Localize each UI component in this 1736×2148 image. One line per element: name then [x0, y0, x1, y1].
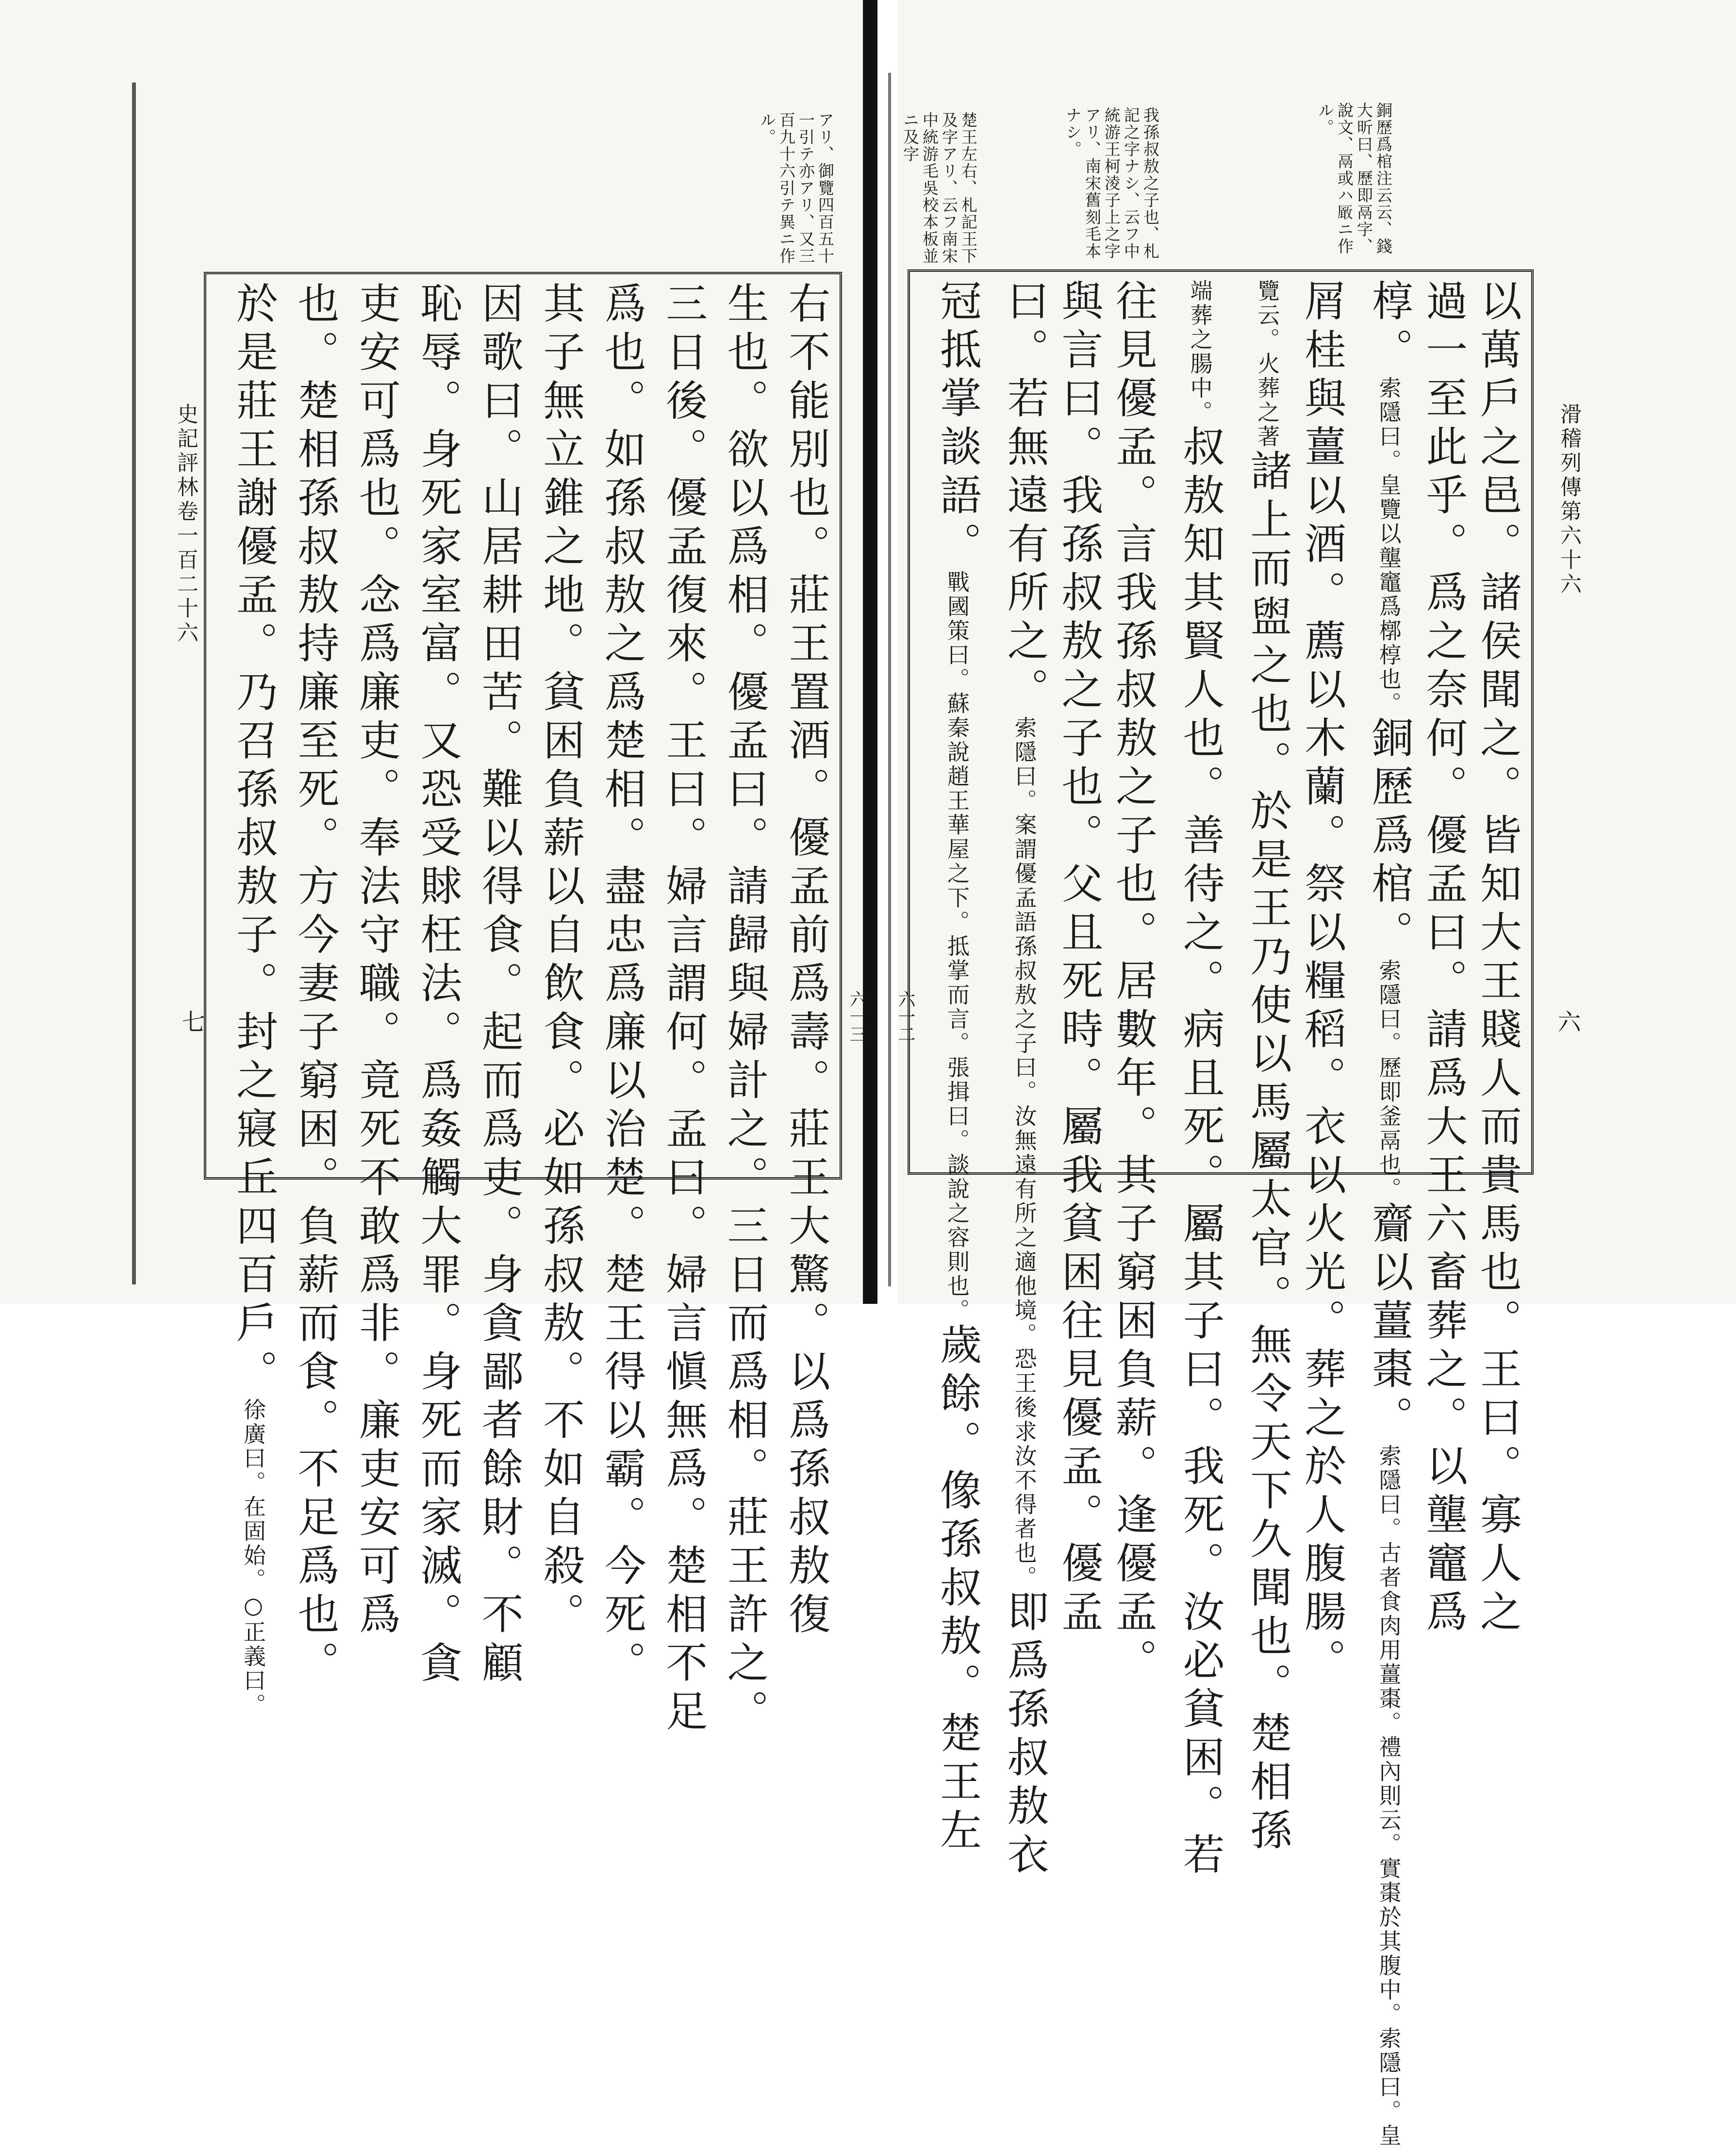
text-column: 吏安可爲也。念爲廉吏。奉法守職。竟死不敢爲非。廉吏安可爲: [351, 282, 400, 1641]
text-column-with-notes: [985, 279, 1051, 1881]
annotation-note: 索隱曰。案謂優孟語孫叔敖之子曰。汝無遠有所之適他境。恐王後求汝不得者也。: [1011, 716, 1038, 1590]
book-gutter-edge: [888, 73, 891, 1286]
text-segment: 曰。若無遠有所之。: [1000, 279, 1049, 716]
text-column: 三日後。優孟復來。王曰。婦言謂何。孟曰。婦言愼無爲。楚相不足: [659, 282, 708, 1738]
annotation-note: 覽云。火葬之著: [1254, 279, 1281, 449]
right-main-text: [917, 279, 1524, 2148]
text-segment: 冠抵掌談語。: [933, 279, 981, 570]
text-column: 往見優孟。言我孫叔敖之子也。居數年。其子窮困負薪。逢優孟。: [1108, 279, 1157, 1687]
page-number: 六: [1554, 1010, 1581, 1033]
text-column: 屑桂與薑以酒。薦以木蘭。祭以糧稻。衣以火光。葬之於人腹腸。: [1297, 279, 1346, 1687]
text-column: 過一至此乎。爲之奈何。優孟曰。請爲大王六畜葬之。以壟竈爲: [1419, 279, 1468, 1638]
text-column: 爲也。如孫叔敖之爲楚相。盡忠爲廉以治楚。楚王得以霸。今死。: [597, 282, 646, 1689]
text-segment: 叔敖知其賢人也。善待之。病且死。屬其子曰。我死。汝必貧困。若: [1175, 425, 1224, 1881]
text-segment: 椁。: [1364, 279, 1413, 376]
head-note: 楚王左右、札記王下及字アリ、云フ南宋中統游毛吳校本板並ニ及字: [901, 112, 978, 265]
text-column-with-notes: [917, 279, 984, 1857]
text-column-with-notes: [1160, 279, 1227, 1881]
book-gutter: [863, 0, 877, 1304]
annotation-note: 索隱曰。皇: [1375, 2027, 1402, 2148]
text-segment: 歲餘。像孫叔敖。楚王左: [933, 1323, 981, 1857]
head-note: 銅歷爲棺注云云、錢大昕曰、歷即鬲字、說文、鬲或ハ𠪚ニ作ル。: [1316, 102, 1393, 255]
annotation-note: 索隱曰。歷即釜鬲也。: [1375, 959, 1402, 1201]
text-column: 與言曰。我孫叔敖之子也。父且死時。屬我貧困往見優孟。優孟: [1054, 279, 1103, 1638]
page-number: 七: [178, 1010, 205, 1033]
text-column: 右不能別也。莊王置酒。優孟前爲壽。莊王大驚。以爲孫叔敖復: [781, 282, 830, 1641]
running-header: 史記評林卷一百二十六: [173, 403, 198, 646]
text-segment: 即爲孫叔敖衣: [1000, 1590, 1049, 1881]
text-column-last: [214, 282, 280, 1717]
text-column-with-notes: [1349, 279, 1416, 2148]
annotation-note: 索隱曰。皇覽以壟竈爲槨椁也。: [1375, 376, 1402, 716]
annotation-note: 索隱曰。古者食肉用薑棗。禮內則云。實棗於其腹中。: [1375, 1444, 1402, 2027]
text-segment: 齎以薑棗。: [1364, 1201, 1413, 1444]
text-segment: 銅歷爲棺。: [1364, 716, 1413, 959]
annotation-note: 戰國策曰。蘇秦說趙王華屋之下。抵掌而言。張揖曰。談說之容則也。: [944, 570, 970, 1323]
head-note: 我孫叔敖之子也、札記之字ナシ、云フ中統游王柯淩子上之字アリ、南宋舊刻毛本ナシ。: [1063, 107, 1160, 260]
text-column: 也。楚相孫叔敖持廉至死。方今妻子窮困。負薪而食。不足爲也。: [290, 282, 339, 1689]
running-header: 滑稽列傳第六十六: [1556, 403, 1581, 597]
text-segment: 諸上而盥之也。於是王乃使以馬屬太官。無令天下久聞也。楚相孫: [1243, 449, 1292, 1857]
text-column: 恥辱。身死家室富。又恐受賕枉法。爲姦觸大罪。身死而家滅。貪: [413, 282, 462, 1689]
page-edge: [132, 83, 136, 1284]
left-main-text: [214, 282, 832, 1738]
text-column: 生也。欲以爲相。優孟曰。請歸與婦計之。三日而爲相。莊王許之。: [720, 282, 769, 1738]
folio-number: 六一二: [895, 990, 915, 1043]
text-column: 其子無立錐之地。貧困負薪以自飲食。必如孫叔敖。不如自殺。: [536, 282, 585, 1641]
annotation-note: 端葬之腸中。: [1187, 279, 1213, 425]
folio-number: 六一三: [847, 990, 867, 1043]
head-note: アリ、御覽四百五十一引テ亦アリ、又三百九十六引テ異ニ作ル。: [758, 112, 835, 265]
text-segment: 於是莊王謝優孟。乃召孫叔敖子。封之寢丘四百戶。: [229, 282, 278, 1398]
text-column: 以萬戶之邑。諸侯聞之。皆知大王賤人而貴馬也。王曰。寡人之: [1472, 279, 1521, 1638]
annotation-note: 徐廣曰。在固始。○正義曰。: [240, 1398, 266, 1717]
text-column-with-notes: [1227, 279, 1294, 1857]
text-column: 因歌曰。山居耕田苦。難以得食。起而爲吏。身貪鄙者餘財。不顧: [474, 282, 523, 1689]
